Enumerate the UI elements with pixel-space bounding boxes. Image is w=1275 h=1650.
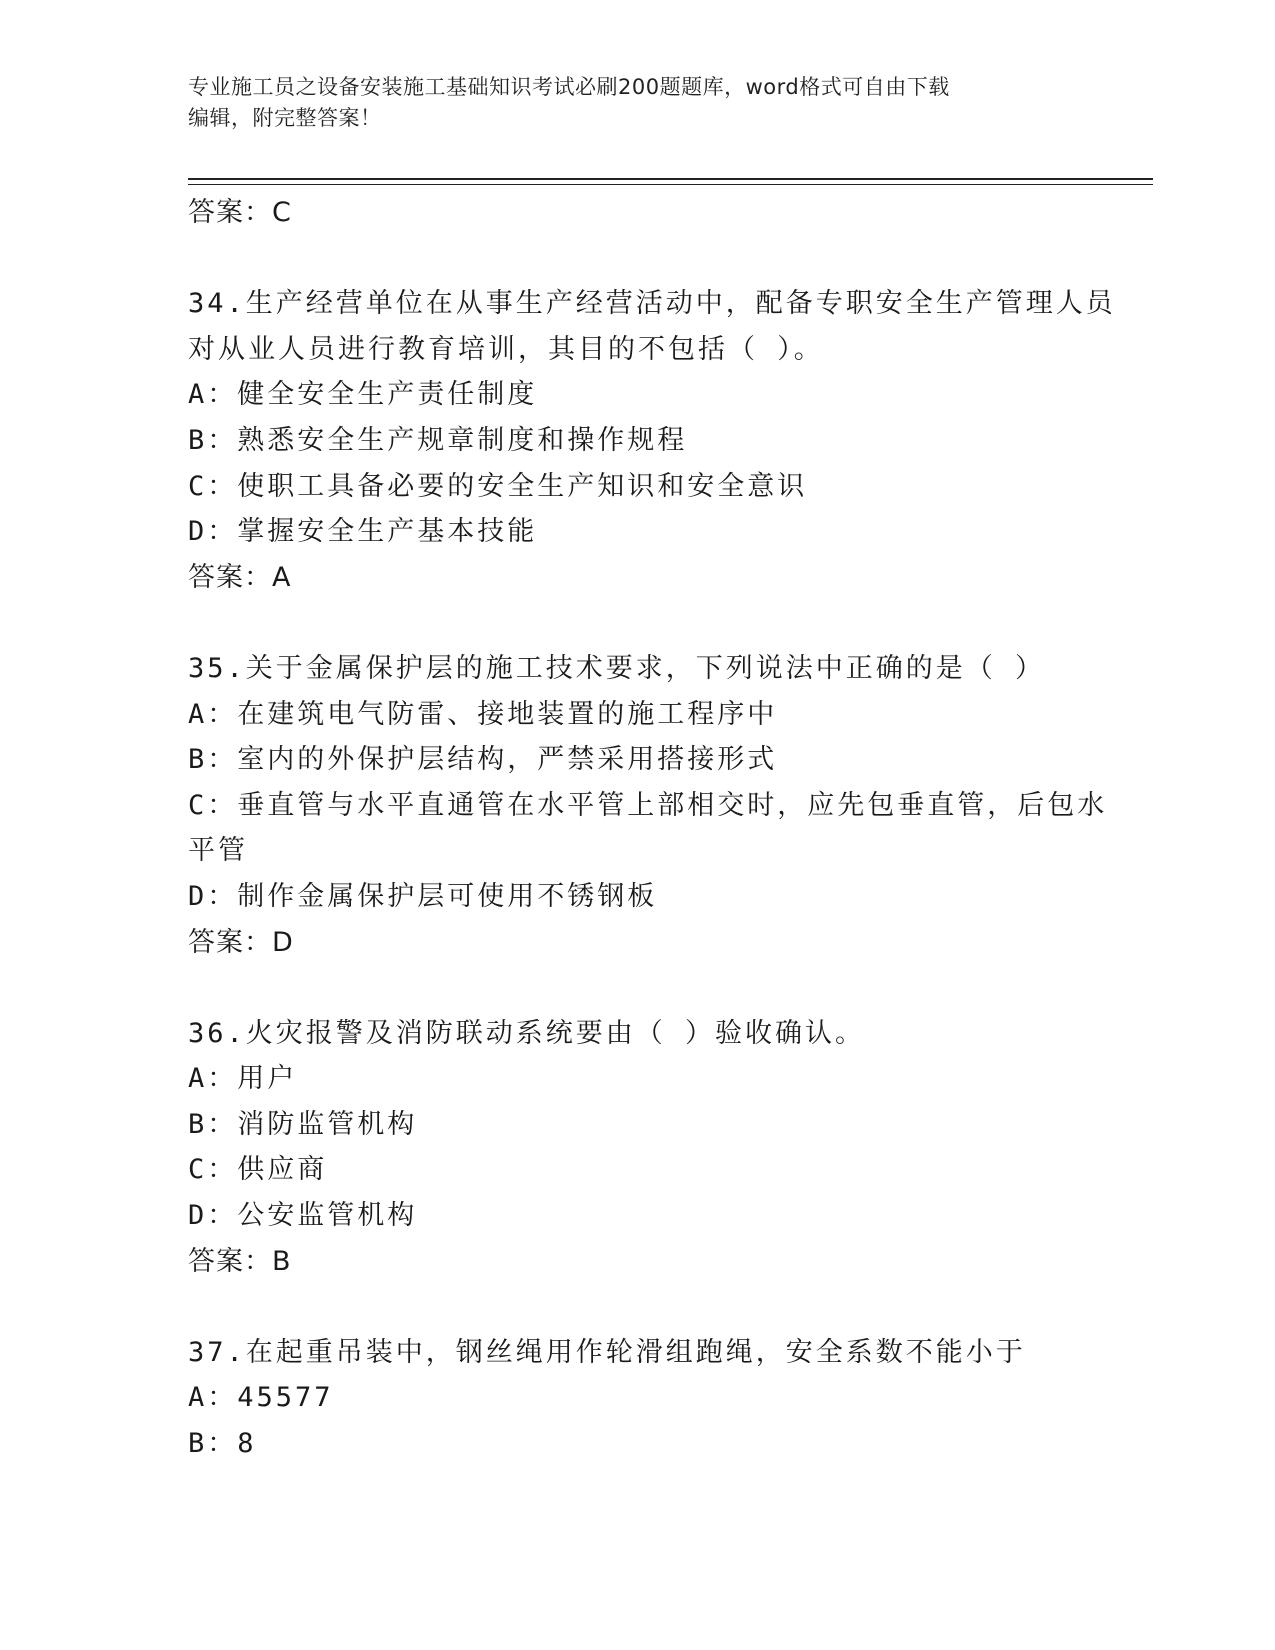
question-stem: 37.在起重吊装中，钢丝绳用作轮滑组跑绳，安全系数不能小于 <box>188 1336 1026 1368</box>
question-37 <box>188 1330 1088 1467</box>
option-c-continued: 平管 <box>188 835 248 867</box>
option-a: A：用户 <box>188 1063 298 1095</box>
header-line-2: 编辑，附完整答案！ <box>188 106 382 130</box>
answer-line: 答案：B <box>188 1245 292 1277</box>
answer-line: 答案：C <box>188 197 292 228</box>
option-c: C：使职工具备必要的安全生产知识和安全意识 <box>188 470 808 502</box>
option-b: B：消防监管机构 <box>188 1108 418 1140</box>
option-d: D：公安监管机构 <box>188 1200 418 1232</box>
answer-line: 答案：D <box>188 926 294 958</box>
question-stem: 对从业人员进行教育培训，其目的不包括（ ）。 <box>188 333 824 365</box>
question-34 <box>188 281 1116 600</box>
option-a: A：在建筑电气防雷、接地装置的施工程序中 <box>188 698 778 730</box>
spacer <box>188 236 1088 282</box>
option-a: A：45577 <box>188 1382 334 1414</box>
question-35 <box>188 646 1108 965</box>
question-list <box>188 190 1116 1467</box>
question-36 <box>188 1011 1088 1285</box>
option-c: C：供应商 <box>188 1154 328 1186</box>
option-c: C：垂直管与水平直通管在水平管上部相交时，应先包垂直管，后包水 <box>188 789 1108 821</box>
spacer <box>188 600 1088 646</box>
option-d: D：掌握安全生产基本技能 <box>188 516 538 548</box>
option-b: B：室内的外保护层结构，严禁采用搭接形式 <box>188 744 778 776</box>
option-d: D：制作金属保护层可使用不锈钢板 <box>188 880 658 912</box>
spacer <box>188 1284 1088 1330</box>
answer-line: 答案：A <box>188 561 292 593</box>
header-line-1: 专业施工员之设备安装施工基础知识考试必刷200题题库，word格式可自由下载 <box>188 75 950 99</box>
question-stem: 34.生产经营单位在从事生产经营活动中，配备专职安全生产管理人员 <box>188 288 1116 320</box>
header-rule-thin <box>188 184 1153 185</box>
option-b: B：8 <box>188 1428 257 1460</box>
spacer <box>188 965 1088 1011</box>
question-stem: 36.火灾报警及消防联动系统要由（ ）验收确认。 <box>188 1017 866 1049</box>
document-header <box>188 72 1088 134</box>
header-rule-thick <box>188 178 1153 180</box>
question-stem: 35.关于金属保护层的施工技术要求，下列说法中正确的是（ ） <box>188 652 1046 684</box>
option-b: B：熟悉安全生产规章制度和操作规程 <box>188 424 688 456</box>
option-a: A：健全安全生产责任制度 <box>188 379 538 411</box>
